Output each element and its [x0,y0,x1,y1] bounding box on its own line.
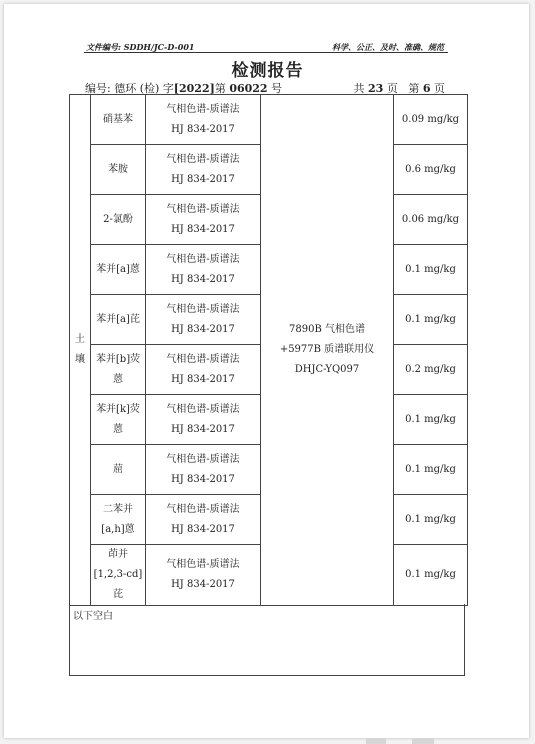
instrument-line: 7890B 气相色谱 [289,324,365,335]
test-method: 气相色谱-质谱法 [166,103,240,115]
detection-limit-cell: 0.1 mg/kg [394,495,468,545]
header-divider [84,52,448,53]
detection-limit-cell: 0.06 mg/kg [394,195,468,245]
test-item-cell [91,445,146,495]
test-method: 气相色谱-质谱法 [166,203,240,215]
report-number-suffix: 号 [271,82,283,95]
method-cell [146,95,261,145]
detection-limit-cell: 0.1 mg/kg [394,395,468,445]
test-item-name: 硝基苯 [103,113,133,125]
method-cell [146,295,261,345]
test-method: 气相色谱-质谱法 [166,559,240,570]
document-code: 文件编号: SDDH/JC-D-001 [86,42,195,52]
scan-artifact [412,738,434,744]
test-method: 气相色谱-质谱法 [166,253,240,265]
test-item-name: 苯并[a]芘 [96,313,140,325]
detection-limit-cell: 0.1 mg/kg [394,545,468,606]
total-pages-prefix: 共 [353,82,365,95]
test-method: 气相色谱-质谱法 [166,353,240,365]
method-cell [146,245,261,295]
test-item-cell [91,245,146,295]
test-method: 气相色谱-质谱法 [166,503,240,515]
detection-limit-cell: 0.1 mg/kg [394,295,468,345]
test-item-cell [91,95,146,145]
test-standard: HJ 834-2017 [171,473,235,485]
detection-limit-cell: 0.1 mg/kg [394,445,468,495]
test-standard: HJ 834-2017 [171,579,235,590]
header-motto: 科学、公正、及时、准确、规范 [332,42,444,52]
test-item-name: [a,h]蒽 [101,523,135,535]
method-cell [146,345,261,395]
test-item-name: 苯胺 [108,163,128,175]
test-item-name: 苯并[b]荧 [95,353,141,365]
report-year: [2022] [173,82,215,95]
test-item-name: 2-氯酚 [103,213,133,225]
test-standard: HJ 834-2017 [171,323,235,335]
test-item-name: 二苯并 [103,503,133,515]
test-method: 气相色谱-质谱法 [166,153,240,165]
method-cell [146,195,261,245]
test-item-name: 苯并[k]荧 [96,403,140,415]
test-method: 气相色谱-质谱法 [166,303,240,315]
method-cell [146,395,261,445]
detection-limit-cell: 0.2 mg/kg [394,345,468,395]
test-standard: HJ 834-2017 [171,523,235,535]
sample-category-char: 土 [75,334,85,345]
method-cell [146,545,261,606]
test-item-name: 茚并 [108,549,128,560]
page-suffix: 页 [434,82,445,95]
instrument-line: DHJC-YQ097 [294,364,360,375]
test-item-name: 苯并[a]蒽 [96,263,140,275]
test-item-name: 蒽 [113,373,123,385]
method-cell [146,445,261,495]
test-standard: HJ 834-2017 [171,223,235,235]
detection-limit-cell: 0.09 mg/kg [394,95,468,145]
instrument-cell [261,95,394,606]
test-item-cell [91,295,146,345]
instrument-line: +5977B 质谱联用仪 [279,344,375,355]
test-method: 气相色谱-质谱法 [166,453,240,465]
test-item-cell [91,145,146,195]
test-standard: HJ 834-2017 [171,423,235,435]
test-method: 气相色谱-质谱法 [166,403,240,415]
results-table-body [70,95,468,606]
total-pages: 23 [368,82,384,95]
test-item-name: 蒽 [113,423,123,435]
method-cell [146,495,261,545]
sample-category-cell [70,95,91,606]
test-item-cell [91,195,146,245]
method-cell [146,145,261,195]
test-item-name: 䓛 [113,463,123,475]
report-number-mid: 第 [214,82,226,95]
detection-limit-cell: 0.1 mg/kg [394,245,468,295]
table-row [70,95,468,145]
page-number: 6 [422,82,431,95]
results-table [69,94,468,606]
test-standard: HJ 834-2017 [171,123,235,135]
detection-limit-cell: 0.6 mg/kg [394,145,468,195]
test-item-name: 芘 [113,589,123,600]
report-number-prefix: 编号: 德环 (检) 字 [85,82,174,95]
test-item-name: [1,2,3-cd] [93,569,143,580]
test-standard: HJ 834-2017 [171,173,235,185]
test-standard: HJ 834-2017 [171,273,235,285]
report-number-value: 06022 [229,82,268,95]
test-item-cell [91,345,146,395]
remark-box [69,604,465,676]
scan-artifact [366,738,386,744]
total-pages-suffix: 页 [386,82,398,95]
test-item-cell [91,495,146,545]
test-item-cell [91,395,146,445]
page-prefix: 第 [408,82,420,95]
sample-category-char: 壤 [75,354,85,365]
test-standard: HJ 834-2017 [171,373,235,385]
test-item-cell [91,545,146,606]
remark-text: 以下空白 [73,611,113,622]
report-title: 检测报告 [231,61,304,81]
